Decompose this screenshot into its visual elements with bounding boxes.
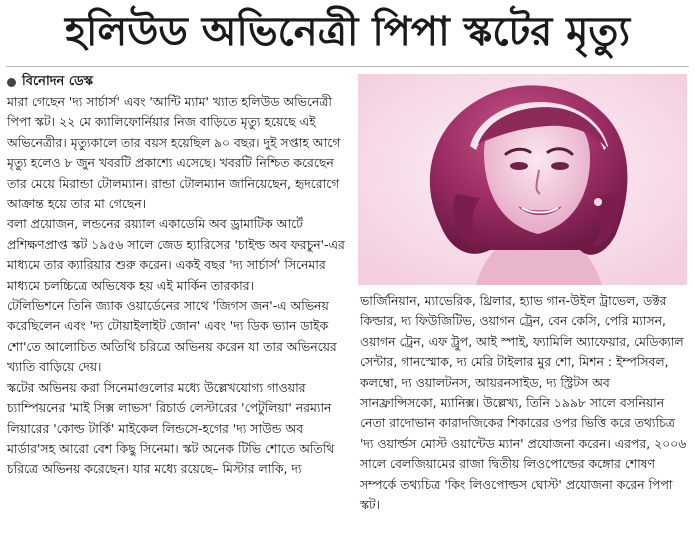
paragraph: টেলিভিশনে তিনি জ্যাক ওয়ার্ডেনের সাথে 'জিগস জন'-এ অভিনয় করেছিলেন এবং 'দ্য টোয়াইলাইট জোন' এবং 'দ্য ডিক ভ্যান ডাইক শো'তে আলোচিত অতিথি চরিত্রে অভিনয় করেন যা তার অভিনয়ের খ্যাতি বাড়িয়ে দেয়। [7,298,337,375]
paragraph: ভার্জিনিয়ান, ম্যাভেরিক, থ্রিলার, হ্যাভ গান-উইল ট্রাভেল, ডক্টর কিল্ডার, দ্য ফিউজিটিভ, ওয়াগন ট্রেন, বেন কেসি, পেরি ম্যাসন, ওয়াগন ট্রেন, এফ ট্রুপ, আই স্পাই, ফ্যামিলি অ্যাফেয়ার, মেডিক্যাল সেন্টার, গানস্মোক, দ্য মেরি টাইলার মুর শো, মিশন : ইম্পসিবল, কলম্বো, দ্য ওয়ালটনস, আয়রনসাইড, দ্য স্ট্রিটস অব সানফ্রান্সিসকো, ম্যানিক্স। উল্লেখ্য, তিনি ১৯৯৮ সালে বসনিয়ান নেতা রাদোভান কারাদজিকের শিকারের ওপর ভিত্তি করে তথ্যচিত্র 'দ্য ওয়ার্ল্ডস মোস্ট ওয়ান্টেড ম্যান' প্রযোজনা করেন। এরপর, ২০০৬ সালে বেলজিয়ামের রাজা দ্বিতীয় লিওপোল্ডের কঙ্গোর শোষণ সম্পর্কে তথ্যচিত্র 'কিং লিওপোল্ডস ঘোস্ট' প্রযোজনা করেন পিপা স্কট। [360,293,687,513]
byline-text: বিনোদন ডেস্ক [22,74,94,89]
article-right-column [360,291,688,515]
paragraph: মারা গেছেন 'দ্য সার্চার্স' এবং 'আন্টি ম্যাম' খ্যাত হলিউড অভিনেত্রী পিপা স্কট। ২২ মে ক্যালিফোর্নিয়ার নিজ বাড়িতে মৃত্যু হয়েছে এই অভিনেত্রীর। মৃত্যুকালে তার বয়স হয়েছিল ৯০ বছর। দুই সপ্তাহ আগে মৃত্যু হলেও ৮ জুন খবরটি প্রকাশ্যে এসেছে। খবরটি নিশ্চিত করেছেন তার মেয়ে মিরান্ডা টোলম্যান। রান্ডা টোলম্যান জানিয়েছেন, হৃদরোগে আক্রান্ত হয়ে তার মা গেছেন। [7,94,341,212]
divider [6,66,689,67]
byline [7,72,93,92]
paragraph: বলা প্রয়োজন, লন্ডনের রয়্যাল একাডেমি অব ড্রামাটিক আর্টে প্রশিক্ষণপ্রাপ্ত স্কট ১৯৫৬ সালে জেড হ্যারিসের 'চাইল্ড অব ফরচুন'-এর মাধ্যমে তার ক্যারিয়ার শুরু করেন। একই বছর 'দ্য সার্চার্স' সিনেমার মাধ্যমে চলচ্চিত্রে অভিষেক হয় এই মার্কিন তারকার। [7,216,345,293]
portrait-photo [358,74,687,285]
headline: হলিউড অভিনেত্রী পিপা স্কটের মৃত্যু [64,9,631,55]
article-left-column [7,92,353,480]
bullet-icon [7,78,16,87]
paragraph: স্কটের অভিনয় করা সিনেমাগুলোর মধ্যে উল্লেখযোগ্য গাওয়ার চ্যাম্পিয়নের 'মাই সিক্স লাভস' রিচার্ড লেস্টারের 'পেটুলিয়া' নরম্যান লিয়ারের 'কোল্ড টার্কি' মাইকেল লিন্ডসে-হগের 'দ্য সাউন্ড অব মার্ডার'সহ আরো বেশ কিছু সিনেমা। স্কট অনেক টিভি শোতে অতিথি চরিত্রে অভিনয় করেছেন। যার মধ্যে রয়েছে– মিস্টার লাকি, দ্য [7,379,335,477]
